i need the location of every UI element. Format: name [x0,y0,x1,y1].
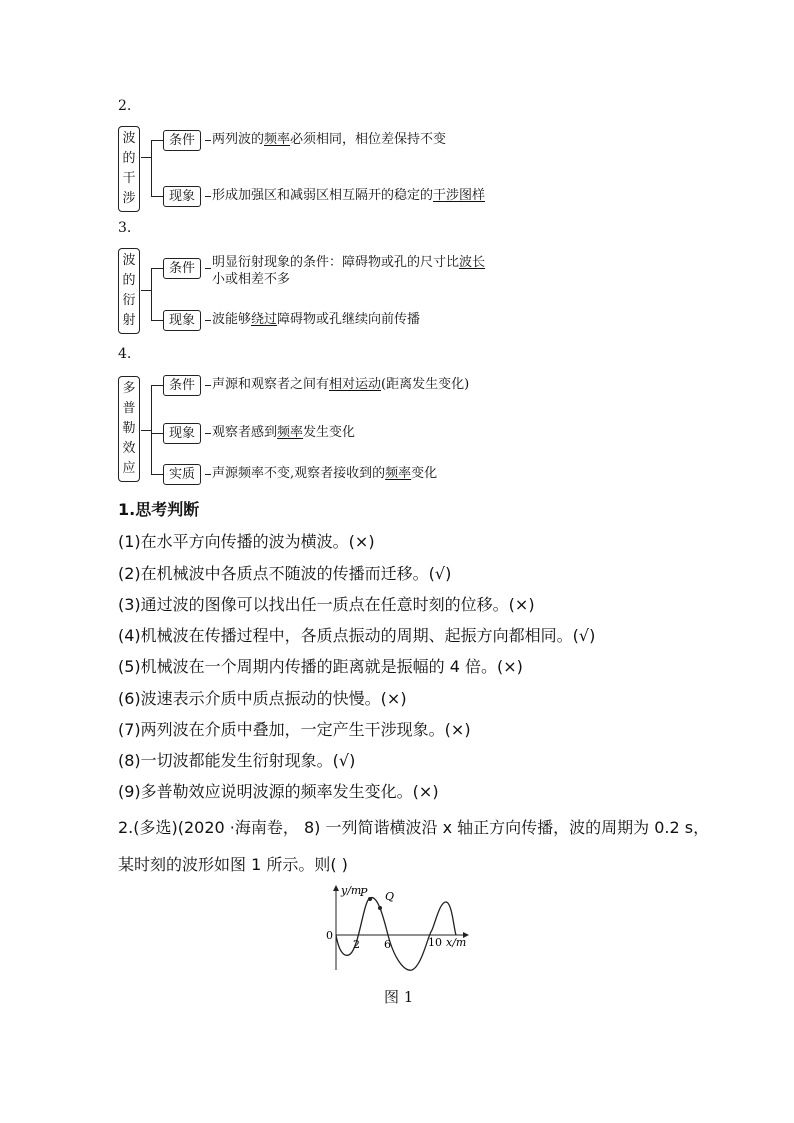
connector [151,140,163,141]
judgment-item: (5)机械波在一个周期内传播的距离就是振幅的 4 倍。(×) [118,657,523,676]
origin-label: 0 [326,929,333,942]
phenomenon-text: 波能够绕过障碍物或孔继续向前传播 [212,312,421,327]
condition-text-line2: 小或相差不多 [212,272,291,287]
phenomenon-label: 现象 [163,186,201,207]
condition-label: 条件 [163,375,201,396]
essence-label: 实质 [163,464,201,485]
title-char: 的 [122,273,136,288]
x-axis-label: x/m [446,936,467,949]
point-q-dot [378,906,382,910]
phenomenon-text: 形成加强区和减弱区相互隔开的稳定的干涉图样 [212,188,486,203]
judgment-item: (6)波速表示介质中质点振动的快慢。(×) [118,689,407,708]
question-text-line2: 某时刻的波形如图 1 所示。则( ) [118,855,348,874]
section-number-3: 3. [118,220,132,236]
title-char: 应 [122,461,136,476]
judgment-item: (9)多普勒效应说明波源的频率发生变化。(×) [118,782,439,801]
point-p-dot [368,897,372,901]
title-char: 效 [122,441,136,456]
condition-label: 条件 [163,130,201,151]
wave-curve [336,898,456,971]
point-q-label: Q [385,890,395,903]
phenomenon-label: 现象 [163,423,201,444]
title-char: 涉 [122,191,136,206]
connector [205,140,211,141]
question-text: 2.(多选)(2020 ·海南卷， 8) 一列简谐横波沿 x 轴正方向传播，波的周期为 0.2 s， [118,818,710,837]
connector [205,474,211,475]
connector [205,433,211,434]
judgment-item: (8)一切波都能发生衍射现象。(√) [118,751,356,770]
section-number-2: 2. [118,98,132,114]
title-char: 波 [122,131,136,146]
bracket-line [151,140,152,196]
connector [141,290,151,291]
condition-label: 条件 [163,258,201,279]
essence-text: 声源频率不变,观察者接收到的频率变化 [212,466,438,481]
connector [151,320,163,321]
connector [151,268,163,269]
connector [205,268,211,269]
title-char: 波 [122,253,136,268]
connector [151,196,163,197]
title-char: 勒 [122,421,136,436]
bracket-line [151,268,152,320]
judgment-item: (2)在机械波中各质点不随波的传播而迁移。(√) [118,564,452,583]
interference-title-box [118,126,140,212]
title-char: 多 [122,381,136,396]
phenomenon-label: 现象 [163,310,201,331]
judgment-item: (1)在水平方向传播的波为横波。(×) [118,532,375,551]
connector [151,385,163,386]
tick-label: 2 [353,938,360,951]
title-char: 的 [122,151,136,166]
doppler-title-box [118,376,140,482]
diffraction-title-box [118,248,140,334]
tick-label: 6 [384,938,391,951]
condition-text: 两列波的频率必须相同，相位差保持不变 [212,132,447,147]
connector [151,433,163,434]
judgment-heading: 1.思考判断 [118,500,200,519]
tick-label: 10 [428,936,442,949]
connector [151,474,163,475]
point-p-label: P [360,886,368,899]
connector [141,157,151,158]
wave-figure [320,880,480,975]
bracket-line [151,385,152,474]
phenomenon-text: 观察者感到频率发生变化 [212,425,356,440]
condition-text: 声源和观察者之间有相对运动(距离发生变化) [212,377,470,392]
connector [141,430,151,431]
judgment-item: (3)通过波的图像可以找出任一质点在任意时刻的位移。(×) [118,595,535,614]
condition-text: 明显衍射现象的条件：障碍物或孔的尺寸比波长 [212,255,486,270]
y-axis-label: y/m [341,884,362,897]
title-char: 普 [122,401,136,416]
figure-caption: 图 1 [384,988,414,1006]
section-number-4: 4. [118,346,132,362]
judgment-item: (4)机械波在传播过程中，各质点振动的周期、起振方向都相同。(√) [118,626,596,645]
connector [205,196,211,197]
title-char: 衍 [122,293,136,308]
judgment-item: (7)两列波在介质中叠加，一定产生干涉现象。(×) [118,720,471,739]
connector [205,385,211,386]
title-char: 射 [122,313,136,328]
title-char: 干 [122,171,136,186]
connector [205,320,211,321]
